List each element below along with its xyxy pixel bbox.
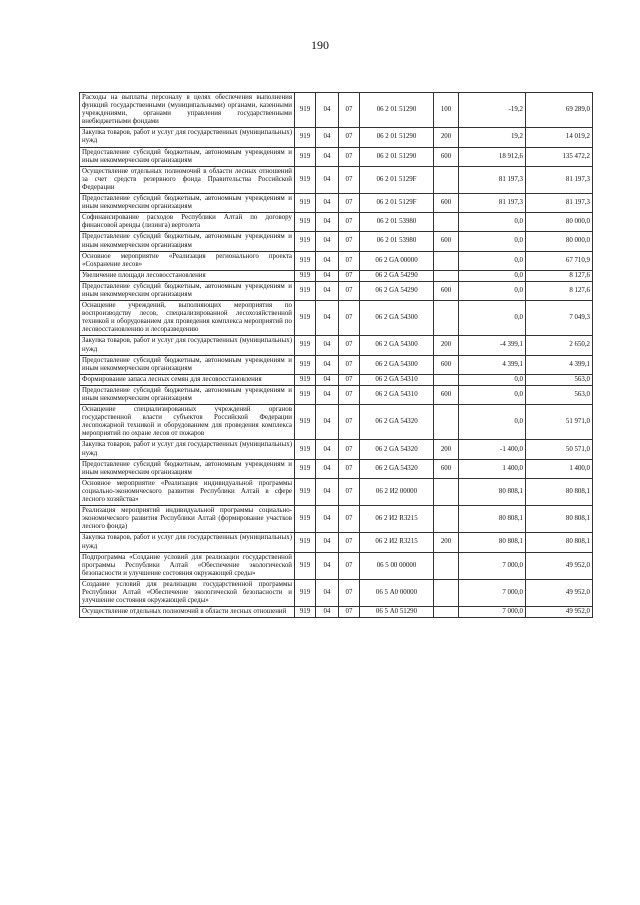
cell-name: Предоставление субсидий бюджетным, автономным учреждениям и иным некоммерческим организациям <box>80 459 295 478</box>
cell-grbs: 919 <box>295 607 316 618</box>
cell-total-amount: 80 000,0 <box>526 232 593 251</box>
cell-subsection: 07 <box>339 506 360 533</box>
cell-subsection: 07 <box>339 166 360 193</box>
cell-section: 04 <box>316 607 339 618</box>
cell-total-amount: 563,0 <box>526 374 593 385</box>
cell-target-article: 06 2 01 53980 <box>360 232 434 251</box>
cell-section: 04 <box>316 355 339 374</box>
cell-total-amount: 7 049,3 <box>526 301 593 336</box>
cell-change-amount: 81 197,3 <box>459 166 526 193</box>
cell-target-article: 06 2 01 53980 <box>360 213 434 232</box>
cell-target-article: 06 2 GA 54310 <box>360 385 434 404</box>
cell-change-amount: 7 000,0 <box>459 607 526 618</box>
cell-subsection: 07 <box>339 194 360 213</box>
cell-grbs: 919 <box>295 270 316 281</box>
cell-subsection: 07 <box>339 374 360 385</box>
cell-total-amount: 69 289,0 <box>526 93 593 128</box>
cell-expense-type <box>434 251 459 270</box>
cell-total-amount: 81 197,3 <box>526 194 593 213</box>
table-row <box>80 232 593 251</box>
cell-name: Формирование запаса лесных семян для лесовосстановления <box>80 374 295 385</box>
cell-section: 04 <box>316 93 339 128</box>
cell-subsection: 07 <box>339 440 360 459</box>
table-row <box>80 270 593 281</box>
cell-subsection: 07 <box>339 147 360 166</box>
cell-expense-type: 600 <box>434 281 459 300</box>
cell-name: Закупка товаров, работ и услуг для государственных (муниципальных) нужд <box>80 336 295 355</box>
cell-grbs: 919 <box>295 405 316 440</box>
cell-name: Основное мероприятие «Реализация регионального проекта «Сохранение лесов» <box>80 251 295 270</box>
cell-section: 04 <box>316 166 339 193</box>
cell-name: Расходы на выплаты персоналу в целях обеспечения выполнения функций государственными (муниципальными) органами, казенными учреждениями, органами управления государственными внебюджетными фондами <box>80 93 295 128</box>
cell-name: Предоставление субсидий бюджетным, автономным учреждениям и иным некоммерческим организациям <box>80 147 295 166</box>
cell-target-article: 06 2 GA 54320 <box>360 459 434 478</box>
cell-expense-type <box>434 579 459 606</box>
cell-subsection: 07 <box>339 93 360 128</box>
cell-subsection: 07 <box>339 251 360 270</box>
table-row <box>80 478 593 505</box>
cell-grbs: 919 <box>295 385 316 404</box>
cell-target-article: 06 2 И2 R3215 <box>360 506 434 533</box>
table-row <box>80 93 593 128</box>
cell-total-amount: 81 197,3 <box>526 166 593 193</box>
cell-change-amount: 4 399,1 <box>459 355 526 374</box>
cell-change-amount: 0,0 <box>459 270 526 281</box>
cell-change-amount: 80 808,1 <box>459 533 526 552</box>
cell-section: 04 <box>316 213 339 232</box>
cell-subsection: 07 <box>339 405 360 440</box>
cell-section: 04 <box>316 552 339 579</box>
cell-subsection: 07 <box>339 459 360 478</box>
cell-grbs: 919 <box>295 478 316 505</box>
cell-subsection: 07 <box>339 281 360 300</box>
cell-change-amount: 0,0 <box>459 301 526 336</box>
cell-section: 04 <box>316 579 339 606</box>
cell-change-amount: 0,0 <box>459 213 526 232</box>
cell-name: Закупка товаров, работ и услуг для государственных (муниципальных) нужд <box>80 533 295 552</box>
cell-section: 04 <box>316 147 339 166</box>
cell-name: Предоставление субсидий бюджетным, автономным учреждениям и иным некоммерческим организациям <box>80 281 295 300</box>
cell-expense-type <box>434 270 459 281</box>
cell-grbs: 919 <box>295 93 316 128</box>
cell-grbs: 919 <box>295 166 316 193</box>
cell-name: Подпрограмма «Создание условий для реализации государственной программы Республики Алтай «Обеспечение экологической безопасности и улучшение состояния окружающей среды» <box>80 552 295 579</box>
cell-grbs: 919 <box>295 281 316 300</box>
cell-subsection: 07 <box>339 579 360 606</box>
cell-total-amount: 135 472,2 <box>526 147 593 166</box>
cell-expense-type <box>434 166 459 193</box>
table-row <box>80 506 593 533</box>
cell-subsection: 07 <box>339 355 360 374</box>
cell-subsection: 07 <box>339 128 360 147</box>
page-number: 190 <box>311 38 329 52</box>
cell-grbs: 919 <box>295 213 316 232</box>
cell-expense-type: 600 <box>434 355 459 374</box>
cell-expense-type <box>434 374 459 385</box>
cell-expense-type: 600 <box>434 194 459 213</box>
cell-name: Закупка товаров, работ и услуг для государственных (муниципальных) нужд <box>80 128 295 147</box>
cell-total-amount: 50 571,0 <box>526 440 593 459</box>
cell-name: Предоставление субсидий бюджетным, автономным учреждениям и иным некоммерческим организациям <box>80 355 295 374</box>
table-row <box>80 533 593 552</box>
cell-total-amount: 49 952,0 <box>526 579 593 606</box>
cell-target-article: 06 2 GA 54300 <box>360 355 434 374</box>
cell-subsection: 07 <box>339 232 360 251</box>
cell-expense-type: 200 <box>434 128 459 147</box>
cell-grbs: 919 <box>295 440 316 459</box>
cell-change-amount: 0,0 <box>459 385 526 404</box>
cell-section: 04 <box>316 128 339 147</box>
cell-expense-type: 600 <box>434 232 459 251</box>
cell-target-article: 06 2 GA 54290 <box>360 270 434 281</box>
cell-expense-type <box>434 405 459 440</box>
cell-section: 04 <box>316 440 339 459</box>
cell-expense-type: 200 <box>434 533 459 552</box>
cell-target-article: 06 2 01 5129F <box>360 166 434 193</box>
cell-expense-type <box>434 478 459 505</box>
cell-grbs: 919 <box>295 459 316 478</box>
cell-target-article: 06 2 GA 54320 <box>360 405 434 440</box>
cell-subsection: 07 <box>339 301 360 336</box>
budget-table <box>79 92 593 618</box>
cell-total-amount: 1 400,0 <box>526 459 593 478</box>
table-body <box>80 93 593 618</box>
table-row <box>80 194 593 213</box>
table-row <box>80 355 593 374</box>
table-row <box>80 281 593 300</box>
cell-name: Предоставление субсидий бюджетным, автономным учреждениям и иным некоммерческим организациям <box>80 232 295 251</box>
table-row <box>80 405 593 440</box>
table-row <box>80 374 593 385</box>
cell-grbs: 919 <box>295 533 316 552</box>
cell-name: Осуществление отдельных полномочий в области лесных отношений за счет средств резервного фонда Правительства Российской Федерации <box>80 166 295 193</box>
table-row <box>80 128 593 147</box>
cell-target-article: 06 2 01 5129F <box>360 194 434 213</box>
cell-target-article: 06 2 01 51290 <box>360 147 434 166</box>
cell-name: Закупка товаров, работ и услуг для государственных (муниципальных) нужд <box>80 440 295 459</box>
cell-subsection: 07 <box>339 385 360 404</box>
cell-grbs: 919 <box>295 552 316 579</box>
cell-grbs: 919 <box>295 336 316 355</box>
cell-name: Осуществление отдельных полномочий в области лесных отношений <box>80 607 295 618</box>
cell-expense-type <box>434 552 459 579</box>
cell-change-amount: 0,0 <box>459 281 526 300</box>
cell-name: Основное мероприятие «Реализация индивидуальной программы социально-экономического развития Республики Алтай в сфере лесного хозяйства» <box>80 478 295 505</box>
cell-target-article: 06 2 GA 00000 <box>360 251 434 270</box>
cell-expense-type: 600 <box>434 385 459 404</box>
cell-total-amount: 80 808,1 <box>526 506 593 533</box>
cell-total-amount: 4 399,1 <box>526 355 593 374</box>
cell-name: Софинансирование расходов Республики Алтай по договору финансовой аренды (лизинга) вертолета <box>80 213 295 232</box>
table-row <box>80 385 593 404</box>
cell-total-amount: 51 971,0 <box>526 405 593 440</box>
cell-subsection: 07 <box>339 552 360 579</box>
cell-total-amount: 49 952,0 <box>526 552 593 579</box>
table-row <box>80 579 593 606</box>
cell-grbs: 919 <box>295 301 316 336</box>
cell-expense-type <box>434 213 459 232</box>
cell-change-amount: -1 400,0 <box>459 440 526 459</box>
cell-section: 04 <box>316 270 339 281</box>
cell-target-article: 06 5 00 00000 <box>360 552 434 579</box>
cell-grbs: 919 <box>295 355 316 374</box>
cell-change-amount: -19,2 <box>459 93 526 128</box>
cell-expense-type <box>434 301 459 336</box>
cell-subsection: 07 <box>339 213 360 232</box>
cell-target-article: 06 2 GA 54320 <box>360 440 434 459</box>
cell-total-amount: 80 808,1 <box>526 533 593 552</box>
cell-change-amount: 0,0 <box>459 232 526 251</box>
cell-change-amount: 80 808,1 <box>459 478 526 505</box>
cell-expense-type: 600 <box>434 459 459 478</box>
cell-target-article: 06 5 А0 51290 <box>360 607 434 618</box>
cell-change-amount: 80 808,1 <box>459 506 526 533</box>
cell-change-amount: 7 000,0 <box>459 579 526 606</box>
cell-grbs: 919 <box>295 374 316 385</box>
cell-expense-type: 100 <box>434 93 459 128</box>
cell-grbs: 919 <box>295 128 316 147</box>
cell-section: 04 <box>316 478 339 505</box>
cell-change-amount: 7 000,0 <box>459 552 526 579</box>
cell-name: Увеличение площади лесовосстановления <box>80 270 295 281</box>
cell-total-amount: 563,0 <box>526 385 593 404</box>
cell-expense-type: 600 <box>434 147 459 166</box>
cell-section: 04 <box>316 281 339 300</box>
cell-subsection: 07 <box>339 533 360 552</box>
cell-grbs: 919 <box>295 147 316 166</box>
table-row <box>80 440 593 459</box>
cell-target-article: 06 2 И2 R3215 <box>360 533 434 552</box>
cell-target-article: 06 2 01 51290 <box>360 93 434 128</box>
cell-subsection: 07 <box>339 607 360 618</box>
cell-target-article: 06 2 GA 54310 <box>360 374 434 385</box>
cell-section: 04 <box>316 506 339 533</box>
table-row <box>80 459 593 478</box>
cell-subsection: 07 <box>339 270 360 281</box>
cell-section: 04 <box>316 533 339 552</box>
cell-total-amount: 8 127,6 <box>526 281 593 300</box>
table-row <box>80 166 593 193</box>
cell-total-amount: 80 808,1 <box>526 478 593 505</box>
cell-change-amount: 81 197,3 <box>459 194 526 213</box>
cell-grbs: 919 <box>295 579 316 606</box>
cell-total-amount: 2 650,2 <box>526 336 593 355</box>
cell-subsection: 07 <box>339 478 360 505</box>
cell-change-amount: 19,2 <box>459 128 526 147</box>
cell-total-amount: 80 000,0 <box>526 213 593 232</box>
cell-section: 04 <box>316 232 339 251</box>
cell-total-amount: 8 127,6 <box>526 270 593 281</box>
cell-target-article: 06 2 GA 54300 <box>360 336 434 355</box>
cell-target-article: 06 5 А0 00000 <box>360 579 434 606</box>
cell-section: 04 <box>316 194 339 213</box>
cell-section: 04 <box>316 336 339 355</box>
cell-change-amount: 18 912,6 <box>459 147 526 166</box>
cell-grbs: 919 <box>295 251 316 270</box>
cell-target-article: 06 2 GA 54300 <box>360 301 434 336</box>
cell-section: 04 <box>316 459 339 478</box>
cell-change-amount: 0,0 <box>459 251 526 270</box>
table-row <box>80 213 593 232</box>
cell-total-amount: 67 710,9 <box>526 251 593 270</box>
cell-name: Оснащение учреждений, выполняющих мероприятия по воспроизводству лесов, специализированной лесохозяйственной техникой и оборудованием для проведения комплекса мероприятий по лесовосстановлению и лесоразведению <box>80 301 295 336</box>
cell-change-amount: -4 399,1 <box>459 336 526 355</box>
cell-name: Предоставление субсидий бюджетным, автономным учреждениям и иным некоммерческим организациям <box>80 385 295 404</box>
cell-expense-type: 200 <box>434 336 459 355</box>
cell-change-amount: 0,0 <box>459 374 526 385</box>
cell-expense-type <box>434 506 459 533</box>
cell-section: 04 <box>316 374 339 385</box>
cell-change-amount: 1 400,0 <box>459 459 526 478</box>
cell-expense-type <box>434 607 459 618</box>
cell-change-amount: 0,0 <box>459 405 526 440</box>
cell-section: 04 <box>316 405 339 440</box>
table-row <box>80 147 593 166</box>
cell-grbs: 919 <box>295 194 316 213</box>
table-row <box>80 552 593 579</box>
cell-subsection: 07 <box>339 336 360 355</box>
table-row <box>80 336 593 355</box>
table-row <box>80 607 593 618</box>
cell-section: 04 <box>316 385 339 404</box>
cell-section: 04 <box>316 301 339 336</box>
cell-name: Оснащение специализированных учреждений органов государственной власти субъектов Российской Федерации лесопожарной техникой и оборудованием для проведения комплекса мероприятий по охране лесов от пожаров <box>80 405 295 440</box>
cell-total-amount: 49 952,0 <box>526 607 593 618</box>
cell-target-article: 06 2 01 51290 <box>360 128 434 147</box>
table-row <box>80 301 593 336</box>
cell-target-article: 06 2 И2 00000 <box>360 478 434 505</box>
cell-grbs: 919 <box>295 506 316 533</box>
cell-target-article: 06 2 GA 54290 <box>360 281 434 300</box>
cell-name: Создание условий для реализации государственной программы Республики Алтай «Обеспечение экологической безопасности и улучшение состояния окружающей среды» <box>80 579 295 606</box>
cell-expense-type: 200 <box>434 440 459 459</box>
cell-name: Предоставление субсидий бюджетным, автономным учреждениям и иным некоммерческим организациям <box>80 194 295 213</box>
cell-total-amount: 14 019,2 <box>526 128 593 147</box>
cell-name: Реализация мероприятий индивидуальной программы социально-экономического развития Республики Алтай (формирование участков лесного фонда) <box>80 506 295 533</box>
cell-section: 04 <box>316 251 339 270</box>
cell-grbs: 919 <box>295 232 316 251</box>
table-row <box>80 251 593 270</box>
